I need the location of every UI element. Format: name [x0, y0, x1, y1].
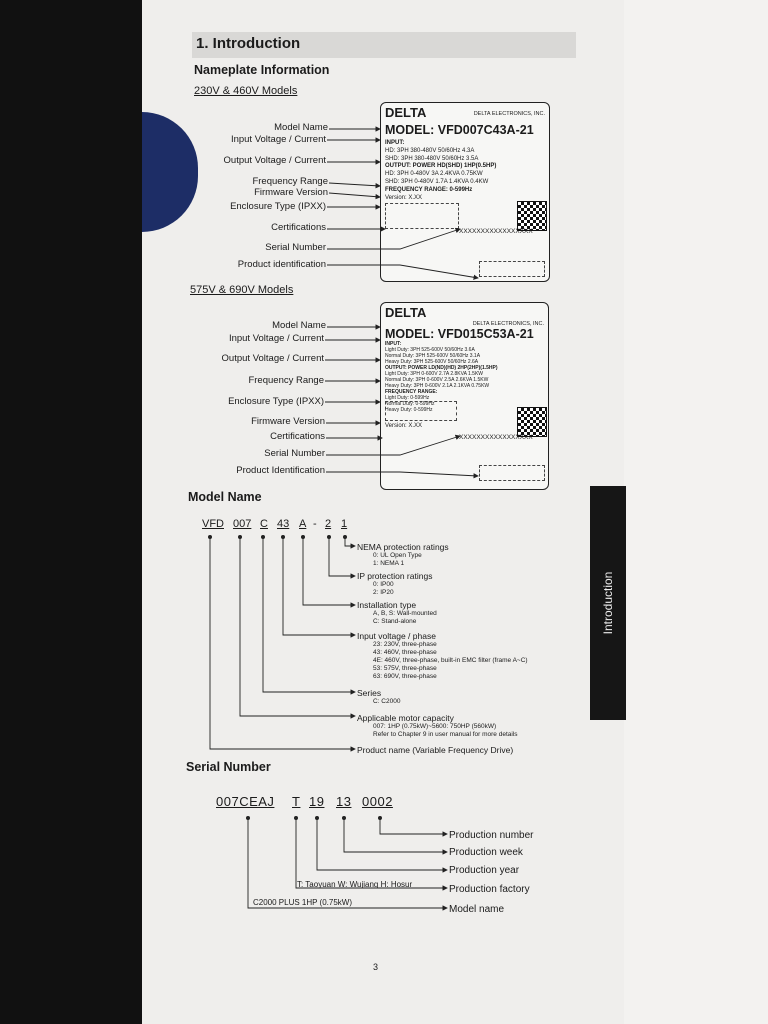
ann-sub: A, B, S: Wall-mounted	[373, 610, 437, 617]
plate-serial: XXXXXXXXXXXXXXXXX	[459, 434, 533, 441]
plate-corp: DELTA ELECTRONICS, INC.	[472, 321, 544, 327]
arrow-line	[327, 229, 460, 249]
spec-line: Normal Duty: 0-599Hz	[385, 401, 435, 407]
connector-dot	[315, 816, 319, 820]
g1-label-product-id: Product identification	[237, 259, 326, 270]
connector-dot	[301, 535, 305, 539]
g1-label-firmware: Firmware Version	[254, 187, 328, 198]
model-part-dash: -	[313, 518, 317, 530]
spec-line: OUTPUT: POWER LD(ND)(HD) 2HP(2HP)(1.5HP)	[385, 365, 498, 371]
g2-label-enclosure: Enclosure Type (IPXX)	[228, 396, 324, 407]
ann-title: Applicable motor capacity	[357, 713, 454, 723]
serial-ann-factory: Production factory	[449, 884, 530, 895]
g2-label-firmware: Firmware Version	[251, 416, 325, 427]
ann-sub: Refer to Chapter 9 in user manual for more details	[373, 731, 518, 738]
arrow-line	[283, 537, 355, 635]
connector-dot	[208, 535, 212, 539]
spec-line: Light Duty: 3PH 0-600V 2.7A 2.8KVA 1.5KW	[385, 371, 484, 377]
chapter-side-tab	[590, 486, 626, 720]
arrow-line	[380, 818, 447, 834]
serial-ann-model: Model name	[449, 904, 505, 915]
ann-sub: 2: IP20	[373, 589, 394, 596]
connector-dot	[281, 535, 285, 539]
g1-label-frequency: Frequency Range	[252, 176, 328, 187]
ann-sub: 1: NEMA 1	[373, 560, 405, 567]
spec-line: Heavy Duty: 3PH 0-600V 2.1A 2.1KVA 0.75KW	[385, 383, 490, 389]
ann-sub: 0: IP00	[373, 581, 394, 588]
g2-label-frequency: Frequency Range	[248, 375, 324, 386]
spec-line: SHD: 3PH 0-480V 1.7A 1.4KVA 0.4KW	[385, 178, 489, 185]
connector-dot	[294, 816, 298, 820]
serial-part-model: 007CEAJ	[216, 794, 275, 809]
serial-part-week: 13	[336, 794, 352, 809]
section-title: 1. Introduction	[196, 35, 301, 52]
g2-label-product-id: Product Identification	[236, 465, 325, 476]
delta-logo: DELTA	[385, 305, 427, 320]
arrow-line	[326, 472, 478, 476]
arrow-line	[345, 537, 355, 546]
page-number: 3	[373, 962, 379, 972]
serial-part-factory: T	[292, 794, 301, 809]
ann-title: Product name (Variable Frequency Drive)	[357, 745, 514, 755]
spec-line: Light Duty: 0-599Hz	[385, 395, 430, 401]
serial-number-heading: Serial Number	[186, 760, 271, 774]
arrow-line	[210, 537, 355, 749]
arrow-line	[329, 537, 355, 576]
connector-dot	[343, 535, 347, 539]
serial-ann-number: Production number	[449, 830, 534, 841]
ann-title: Installation type	[357, 600, 417, 610]
plate-model: MODEL: VFD015C53A-21	[385, 327, 534, 341]
delta-logo: DELTA	[385, 105, 427, 120]
spec-line: FREQUENCY RANGE:	[385, 389, 438, 395]
g2-label-input: Input Voltage / Current	[228, 333, 324, 344]
serial-part-number: 0002	[362, 794, 393, 809]
ann-sub: C: Stand-alone	[373, 618, 417, 625]
g1-label-serial: Serial Number	[265, 242, 326, 253]
ann-sub: 53: 575V, three-phase	[373, 665, 437, 672]
serial-model-note: C2000 PLUS 1HP (0.75kW)	[253, 898, 353, 907]
spec-line: Version: X.XX	[385, 194, 423, 201]
serial-ann-week: Production week	[449, 847, 523, 858]
spec-line: Normal Duty: 3PH 525-600V 50/60Hz 3.1A	[385, 353, 481, 359]
arrow-line	[329, 183, 380, 186]
spec-line: INPUT:	[385, 140, 405, 146]
arrow-line	[296, 818, 447, 888]
ann-sub: 0: UL Open Type	[373, 552, 422, 559]
ann-sub: 4E: 460V, three-phase, built-in EMC filter (frame A~C)	[373, 657, 528, 664]
arrow-line	[240, 537, 355, 716]
ann-sub: 63: 690V, three-phase	[373, 673, 437, 680]
nameplate-heading: Nameplate Information	[194, 63, 330, 77]
arrow-line	[329, 193, 380, 197]
ann-title: NEMA protection ratings	[357, 542, 449, 552]
spec-line: HD: 3PH 0-480V 3A 2.4KVA 0.75KW	[385, 171, 483, 178]
g2-label-serial: Serial Number	[264, 448, 325, 459]
plate-serial: XXXXXXXXXXXXXXXXX	[459, 228, 533, 235]
connector-dot	[327, 535, 331, 539]
group2-title: 575V & 690V Models	[190, 284, 294, 296]
model-part-product: VFD	[202, 518, 224, 530]
ann-title: Series	[357, 688, 382, 698]
ann-sub: 23: 230V, three-phase	[373, 641, 437, 648]
model-part-ip: 2	[325, 518, 332, 530]
spec-line: SHD: 3PH 380-480V 50/60Hz 3.5A	[385, 155, 479, 162]
arrow-line	[344, 818, 447, 852]
group1-title: 230V & 460V Models	[194, 85, 298, 97]
model-part-nema: 1	[341, 518, 348, 530]
spec-line: Heavy Duty: 3PH 525-600V 50/60Hz 2.6A	[385, 359, 479, 365]
spec-line: OUTPUT: POWER HD(SHD) 1HP(0.5HP)	[385, 163, 497, 170]
arrow-line	[263, 537, 355, 692]
g1-label-enclosure: Enclosure Type (IPXX)	[230, 201, 326, 212]
spec-line: INPUT:	[385, 341, 402, 347]
ann-sub: C: C2000	[373, 698, 401, 705]
connector-dot	[238, 535, 242, 539]
plate-model: MODEL: VFD007C43A-21	[385, 123, 534, 137]
ann-sub: 43: 460V, three-phase	[373, 649, 437, 656]
model-part-series: C	[260, 518, 268, 530]
spec-line: Normal Duty: 3PH 0-600V 2.5A 2.6KVA 1.5KW	[385, 377, 489, 383]
ann-sub: 007: 1HP (0.75kW)~5600: 750HP (560kW)	[373, 723, 497, 730]
connector-dot	[261, 535, 265, 539]
connector-dot	[246, 816, 250, 820]
spec-line: Heavy Duty: 0-599Hz	[385, 407, 433, 413]
model-name-heading: Model Name	[188, 490, 262, 504]
g1-label-certifications: Certifications	[271, 222, 326, 233]
g2-label-certifications: Certifications	[270, 431, 325, 442]
arrow-line	[326, 436, 460, 455]
arrow-line	[248, 818, 447, 908]
connector-dot	[378, 816, 382, 820]
g1-label-model-name: Model Name	[274, 122, 328, 133]
side-tab-label: Introduction	[601, 571, 615, 635]
g1-label-output: Output Voltage / Current	[223, 155, 326, 166]
ann-title: IP protection ratings	[357, 571, 433, 581]
serial-part-year: 19	[309, 794, 325, 809]
serial-ann-year: Production year	[449, 865, 520, 876]
ann-title: Input voltage / phase	[357, 631, 436, 641]
serial-factory-note: T: Taoyuan W: Wujiang H: Hosur	[297, 880, 413, 889]
connector-dot	[342, 816, 346, 820]
plate-corp: DELTA ELECTRONICS, INC.	[473, 111, 545, 117]
plate-version: Version: X.XX	[385, 423, 423, 429]
g2-label-output: Output Voltage / Current	[221, 353, 324, 364]
spec-line: Light Duty: 3PH 525-600V 50/60Hz 3.6A	[385, 347, 475, 353]
model-part-capacity: 007	[233, 518, 252, 530]
model-part-voltage: 43	[277, 518, 290, 530]
spec-line: FREQUENCY RANGE: 0-599Hz	[385, 186, 473, 193]
arrow-line	[317, 818, 447, 870]
g2-label-model-name: Model Name	[272, 320, 326, 331]
arrow-line	[327, 265, 478, 278]
spec-line: HD: 3PH 380-480V 50/60Hz 4.3A	[385, 147, 475, 154]
model-part-install: A	[299, 518, 307, 530]
g1-label-input: Input Voltage / Current	[230, 134, 326, 145]
